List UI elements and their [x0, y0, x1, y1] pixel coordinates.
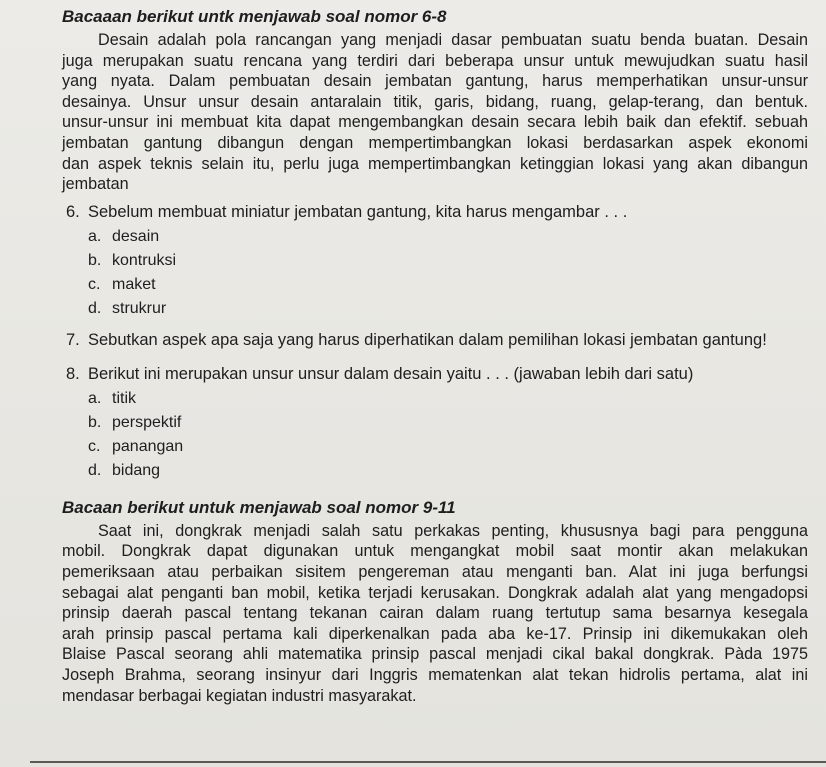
- option-text: maket: [112, 275, 156, 293]
- option-d: [88, 297, 808, 321]
- option-text: kontruksi: [112, 251, 177, 269]
- passage-line: prinsip daerah pascal tentang tekanan cairan dalam ruang tertutup sama besarnya kesegala: [62, 604, 808, 623]
- passage-line: pemeriksaan atau perbaikan sisitem pengereman atau menganti ban. Alat ini juga berfungsi: [62, 562, 808, 581]
- option-text: desain: [112, 227, 160, 245]
- question-6-options: [88, 225, 808, 321]
- option-letter: d.: [88, 461, 102, 479]
- option-letter: c.: [88, 275, 101, 293]
- passage-line: dan aspek teknis selain itu, perlu juga mempertimbangkan ketinggian lokasi yang akan dibangun: [62, 154, 808, 173]
- question-8-options: [88, 387, 808, 483]
- passage-line: unsur-unsur ini membuat kita dapat mengembangkan desain secara lebih baik dan efektif. sebuah: [62, 113, 808, 132]
- option-letter: d.: [88, 299, 102, 317]
- question-number: 7.: [66, 330, 80, 349]
- passage-line: Blaise Pascal seorang ahli matematika prinsip pascal menjadi cikal bakal dongkrak. Pàda 1975: [62, 645, 808, 664]
- bottom-divider: [30, 761, 826, 763]
- passage-line: jembatan gantung dibangun dengan mempertimbangkan lokasi berdasarkan aspek ekonomi: [62, 133, 808, 152]
- question-number: 8.: [66, 364, 80, 383]
- passage-line: mendasar berbagai kegiatan industri masyarakat.: [62, 686, 417, 705]
- passage-line: mobil. Dongkrak dapat digunakan untuk mengangkat mobil saat montir akan melakukan: [62, 542, 808, 561]
- question-6: [62, 201, 808, 223]
- option-a: [88, 387, 808, 411]
- reading-heading-9-11: Bacaan berikut untuk menjawab soal nomor 9-11: [62, 497, 456, 517]
- reading-heading-6-8: Bacaaan berikut untk menjawab soal nomor 6-8: [62, 7, 447, 26]
- question-number: 6.: [66, 202, 80, 221]
- question-text: Sebelum membuat miniatur jembatan gantung, kita harus mengambar . . .: [88, 202, 628, 221]
- option-letter: a.: [88, 227, 102, 245]
- passage-line: Desain adalah pola rancangan yang menjadi dasar pembuatan suatu benda buatan. Desain: [98, 31, 808, 49]
- passage-line: yang nyata. Dalam pembuatan desain jembatan gantung, harus memperhatikan unsur-unsur: [62, 72, 808, 91]
- passage-line: juga merupakan suatu rencana yang terdiri dari beberapa unsur untuk mewujudkan suatu hasil: [62, 51, 808, 70]
- question-8: [62, 363, 808, 385]
- passage-line: sebagai alat penganti ban mobil, ketika terjadi kerusakan. Dongkrak adalah alat yang mengadopsi: [62, 583, 808, 602]
- option-d: [88, 459, 808, 483]
- option-letter: a.: [88, 389, 102, 407]
- option-text: titik: [112, 389, 136, 407]
- question-text: Berikut ini merupakan unsur unsur dalam desain yaitu . . . (jawaban lebih dari satu): [88, 364, 694, 383]
- option-letter: b.: [88, 251, 102, 269]
- option-text: panangan: [112, 437, 184, 455]
- option-text: perspektif: [112, 413, 182, 431]
- passage-line: desainya. Unsur unsur desain antaralain titik, garis, bidang, ruang, gelap-terang, dan bentuk.: [62, 92, 808, 111]
- option-b: [88, 249, 808, 273]
- option-c: [88, 273, 808, 297]
- option-b: [88, 411, 808, 435]
- option-a: [88, 225, 808, 249]
- option-letter: c.: [88, 437, 101, 455]
- option-c: [88, 435, 808, 459]
- reading-passage-dongkrak: [62, 521, 808, 706]
- option-text: strukrur: [112, 299, 167, 317]
- question-text: Sebutkan aspek apa saja yang harus diperhatikan dalam pemilihan lokasi jembatan gantung!: [88, 330, 767, 349]
- reading-passage-desain: [62, 30, 808, 195]
- question-7: [62, 329, 808, 351]
- passage-line: jembatan: [62, 175, 129, 194]
- option-letter: b.: [88, 413, 102, 431]
- passage-line: Joseph Brahma, seorang insinyur dari Inggris mematenkan alat tekan hidrolis pertama, alat ini: [62, 665, 808, 684]
- passage-line: arah prinsip pascal pertama kali diperkenalkan pada aba ke-17. Prinsip ini dikemukakan oleh: [62, 624, 808, 643]
- passage-line: Saat ini, dongkrak menjadi salah satu perkakas penting, khususnya bagi para pengguna: [98, 521, 808, 540]
- option-text: bidang: [112, 461, 161, 479]
